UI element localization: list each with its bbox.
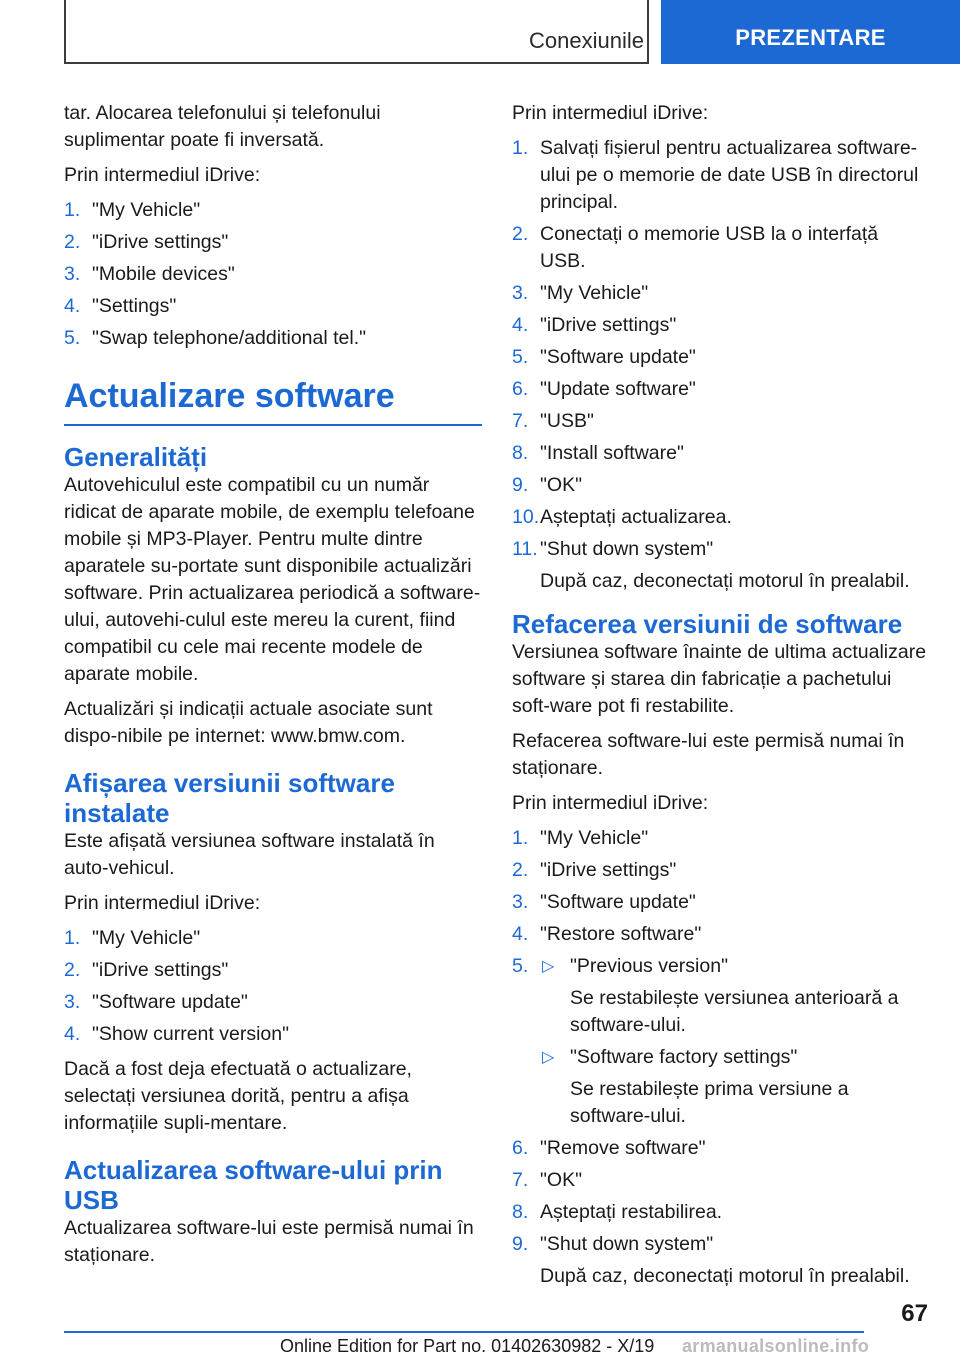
- version-paragraph: Este afișată versiunea software instalată în auto-vehicul.: [64, 830, 435, 879]
- page-number: 67: [901, 1300, 928, 1327]
- list-item: 9. "OK": [512, 474, 583, 496]
- section-title: Conexiunile: [529, 28, 644, 53]
- list-item: 1. Salvați fișierul pentru actualizarea software-ului pe o memorie de date USB în directorul principal.: [512, 137, 919, 213]
- idrive-label: Prin intermediul iDrive:: [64, 164, 261, 186]
- list-item: 10. Așteptați actualizarea.: [512, 506, 732, 528]
- step-note: După caz, deconectați motorul în prealabil.: [540, 1265, 910, 1287]
- list-item: 8. "Install software": [512, 442, 684, 464]
- restore-steps-list: [512, 825, 928, 1290]
- restore-paragraph: Versiunea software înainte de ultima actualizare software și starea din fabricație a pachetului soft-ware pot fi restabilite.: [512, 641, 927, 717]
- list-item: 4. "Settings": [64, 295, 177, 317]
- footer-divider: [64, 1331, 864, 1333]
- general-paragraph: Autovehiculul este compatibil cu un număr ridicat de aparate mobile, de exemplu telefoane mobile și MP3-Player. Pentru multe dintre aparatele su-portate sunt disponibile actualizări software. Prin actualizarea periodică a software-ului, autovehi-culul este mereu la curent, fiind compatibil cu cele mai recente modele de aparate mobile.: [64, 474, 481, 685]
- swap-steps-list: [64, 197, 482, 352]
- list-item: 3. "Mobile devices": [64, 263, 235, 285]
- chapter-title: Actualizare software: [64, 376, 482, 426]
- triangle-bullet-icon: ▷: [542, 958, 555, 975]
- edition-text: Online Edition for Part no. 01402630982 - X/19: [280, 1336, 655, 1356]
- list-item: 7. "USB": [512, 410, 594, 432]
- general-links-paragraph: Actualizări și indicații actuale asociate sunt dispo-nibile pe internet: www.bmw.com.: [64, 698, 433, 747]
- list-item: 5. "Swap telephone/additional tel.": [64, 327, 367, 349]
- list-item: 6. "Remove software": [512, 1137, 706, 1159]
- list-item: 1. "My Vehicle": [64, 927, 201, 949]
- restore-options-list: [540, 953, 928, 1130]
- list-item: 3. "Software update": [512, 891, 696, 913]
- sub-list-item: ▷ "Previous version" Se restabilește versiunea anterioară a software-ului.: [542, 955, 899, 1036]
- list-item: 1. "My Vehicle": [512, 827, 649, 849]
- list-item: 11. "Shut down system" După caz, deconectați motorul în prealabil.: [512, 536, 928, 595]
- list-item: 5. "Software update": [512, 346, 696, 368]
- heading-general: Generalități: [64, 442, 208, 472]
- triangle-bullet-icon: ▷: [542, 1049, 555, 1066]
- intro-paragraph: tar. Alocarea telefonului și telefonului suplimentar poate fi inversată.: [64, 102, 381, 151]
- version-steps-list: [64, 925, 482, 1048]
- heading-usb: Actualizarea software-ului prin USB: [64, 1155, 443, 1215]
- list-item: 4. "iDrive settings": [512, 314, 677, 336]
- watermark: armanualsonline.info: [682, 1336, 870, 1356]
- list-item: 2. "iDrive settings": [64, 959, 229, 981]
- list-item: 5. ▷ "Previous version" Se restabilește versiunea anterioară a software-ului. ▷ "Software factory settings" Se restabilește prima versiune a software-ului.: [512, 953, 928, 1130]
- usb-steps-list: [512, 135, 928, 595]
- list-item: 1. "My Vehicle": [64, 199, 201, 221]
- list-item: 3. "My Vehicle": [512, 282, 649, 304]
- idrive-label: Prin intermediul iDrive:: [512, 792, 709, 814]
- list-item: 4. "Restore software": [512, 923, 702, 945]
- list-item: 6. "Update software": [512, 378, 696, 400]
- list-item: 9. "Shut down system" După caz, deconectați motorul în prealabil.: [512, 1231, 928, 1290]
- step-note: După caz, deconectați motorul în prealabil.: [540, 570, 910, 592]
- version-note-paragraph: Dacă a fost deja efectuată o actualizare, selectați versiunea dorită, pentru a afișa informațiile supli-mentare.: [64, 1058, 412, 1134]
- usb-paragraph: Actualizarea software-lui este permisă numai în staționare.: [64, 1217, 474, 1266]
- heading-version: Afișarea versiunii software instalate: [64, 768, 395, 828]
- restore-condition-paragraph: Refacerea software-lui este permisă numai în staționare.: [512, 730, 905, 779]
- list-item: 2. Conectați o memorie USB la o interfață USB.: [512, 223, 879, 272]
- right-column: [512, 100, 928, 1298]
- list-item: 2. "iDrive settings": [512, 859, 677, 881]
- idrive-label: Prin intermediul iDrive:: [512, 102, 709, 124]
- sub-list-item: ▷ "Software factory settings" Se restabilește prima versiune a software-ului.: [542, 1046, 849, 1127]
- list-item: 8. Așteptați restabilirea.: [512, 1201, 723, 1223]
- list-item: 3. "Software update": [64, 991, 248, 1013]
- idrive-label: Prin intermediul iDrive:: [64, 892, 261, 914]
- list-item: 4. "Show current version": [64, 1023, 290, 1045]
- left-column: [64, 100, 482, 1277]
- tab-prezentare[interactable]: PREZENTARE: [661, 0, 960, 64]
- list-item: 7. "OK": [512, 1169, 583, 1191]
- heading-restore: Refacerea versiunii de software: [512, 609, 903, 639]
- list-item: 2. "iDrive settings": [64, 231, 229, 253]
